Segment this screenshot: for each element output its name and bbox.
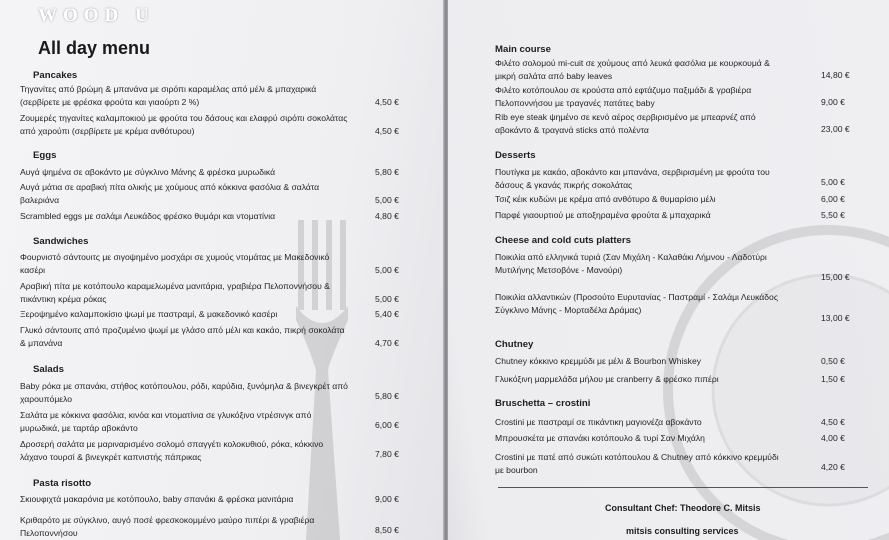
- item-price: 14,80 €: [821, 70, 850, 80]
- item-name: Τσιζ κέικ κυδώνι με κρέμα από ανθότυρο & θυμαρίσιο μέλι: [495, 194, 716, 204]
- item-name: Κριθαρότο με σύγκλινο, αυγό ποσέ φρεσκοκομμένο μαύρο πιπέρι & γραβιέρα Πελοποννήσου: [20, 515, 315, 538]
- menu-item: [20, 112, 399, 137]
- item-price: 6,00 €: [375, 420, 399, 430]
- item-name: Αραβική πίτα με κοτόπουλο καραμελωμένα μανιτάρια, γραβιέρα Πελοποννήσου & πικάντικη κρέμα ρόκας: [20, 281, 330, 304]
- item-name: Chutney κόκκινο κρεμμύδι με μέλι & Bourbon Whiskey: [495, 356, 702, 366]
- item-price: 4,50 €: [375, 97, 399, 107]
- item-name: Crostini με πατέ από συκώτι κοτόπουλου & Chutney από κόκκινο κρεμμύδι με bourbon: [495, 452, 779, 475]
- menu-item: [495, 373, 845, 386]
- item-price: 5,80 €: [375, 167, 399, 177]
- section-heading-sandwiches: Sandwiches: [33, 236, 89, 247]
- item-price: 7,80 €: [375, 449, 399, 459]
- menu-item: [20, 280, 399, 305]
- consulting-company-credit: mitsis consulting services: [626, 526, 739, 536]
- section-heading-cheese-cold-cuts: Cheese and cold cuts platters: [495, 235, 631, 246]
- item-price: 9,00 €: [821, 97, 845, 107]
- section-heading-chutney: Chutney: [495, 339, 534, 350]
- item-price: 1,50 €: [821, 374, 845, 384]
- section-heading-desserts: Desserts: [495, 150, 536, 161]
- menu-item: [20, 438, 399, 463]
- item-price: 5,00 €: [821, 177, 845, 187]
- item-price: 4,20 €: [821, 462, 845, 472]
- menu-item: [20, 166, 399, 179]
- item-price: 9,00 €: [375, 494, 399, 504]
- item-name: Φουρνιστό σάντουιτς με σιγοψημένο μοσχάρι σε χυμούς ντομάτας με Μακεδονικό κασέρι: [20, 252, 330, 275]
- item-name: Αυγά ψημένα σε αβοκάντο με σύγκλινο Μάνης & φρέσκα μυρωδικά: [20, 167, 276, 177]
- footer-divider: [498, 487, 868, 488]
- section-heading-main-course: Main course: [495, 44, 551, 55]
- menu-item: [20, 514, 399, 539]
- menu-item: [495, 111, 850, 136]
- section-heading-eggs: Eggs: [33, 150, 57, 161]
- item-name: Rib eye steak ψημένο σε κενό αέρος σερβιρισμένο με μπεαρνέζ από αβοκάντο & τραγανά sticks από πολέντα: [495, 112, 756, 135]
- section-heading-pancakes: Pancakes: [33, 70, 78, 81]
- item-name: Παρφέ γιαουρτιού με αποξηραμένα φρούτα & μπαχαρικά: [495, 210, 711, 220]
- item-price: 15,00 €: [821, 272, 850, 282]
- item-name: Μπρουσκέτα με σπανάκι κοτόπουλο & τυρί Σαν Μιχάλη: [495, 433, 705, 443]
- item-price: 4,80 €: [375, 211, 399, 221]
- menu-item: [495, 251, 850, 282]
- item-price: 5,80 €: [375, 391, 399, 401]
- item-price: 4,00 €: [821, 433, 845, 443]
- menu-item: [495, 416, 845, 429]
- menu-item: [20, 380, 399, 405]
- item-price: 4,50 €: [821, 417, 845, 427]
- item-price: 5,40 €: [375, 309, 399, 319]
- page-title: All day menu: [38, 38, 151, 58]
- menu-item: [495, 355, 845, 368]
- menu-item: [495, 166, 845, 191]
- menu-item: [495, 84, 845, 109]
- section-heading-bruschetta: Bruschetta – crostini: [495, 398, 591, 409]
- menu-item: [495, 193, 845, 206]
- menu-item: [20, 493, 399, 506]
- consultant-chef-credit: Consultant Chef: Theodore C. Mitsis: [605, 503, 761, 513]
- item-name: Crostini με παστραμί σε πικάντικη μαγιονέζα αβοκάντο: [495, 417, 702, 427]
- item-price: 6,00 €: [821, 194, 845, 204]
- menu-item: [495, 432, 845, 445]
- item-price: 5,00 €: [375, 195, 399, 205]
- item-price: 5,00 €: [375, 294, 399, 304]
- item-name: Ποικιλία από ελληνικά τυριά (Σαν Μιχάλη - Καλαθάκι Λήμνου - Λαδοτύρι Μυτιλήνης Μετσοβόνε - Μανούρι): [495, 252, 767, 275]
- menu-item: [495, 291, 850, 323]
- menu-item: [20, 409, 399, 434]
- right-menu-page: [448, 0, 889, 540]
- item-name: Αυγά μάτια σε αραβική πίτα ολικής με χούμους από κόκκινα φασόλια & σαλάτα βαλεριάνα: [20, 182, 320, 205]
- item-name: Γλυκό σάντουιτς από προζυμένιο ψωμί με γλάσο από μέλι και κακάο, πικρή σοκολάτα & μπανάνα: [20, 325, 345, 348]
- item-price: 5,00 €: [375, 265, 399, 275]
- item-name: Scrambled eggs με σαλάμι Λευκάδος φρέσκο θυμάρι και ντοματίνια: [20, 211, 276, 221]
- menu-item: [20, 251, 399, 276]
- menu-item: [20, 83, 399, 108]
- menu-item: [20, 324, 399, 349]
- item-name: Πουτίγκα με κακάο, αβοκάντο και μπανάνα, σερβιρισμένη με φρούτα του δάσους & γκανάς πικρής σοκολάτας: [495, 167, 770, 190]
- menu-item: [495, 451, 845, 476]
- item-price: 4,50 €: [375, 126, 399, 136]
- item-name: Ξεροψημένο καλαμποκίσιο ψωμί με παστραμί, & μακεδονικό κασέρι: [20, 309, 278, 319]
- item-name: Ζουμερές τηγανίτες καλαμποκιού με φρούτα του δάσους και ελαφρύ σιρόπι σοκολάτας από χαρούπι (σερβίρετε με κρέμα ανθότυρου): [20, 113, 348, 136]
- item-name: Δροσερή σαλάτα με μαριναρισμένο σολομό σπαγγέτι κολοκυθιού, ρόκα, κόκκινο λάχανο τουρσί & βινεγκρέτ καπνιστής πάπρικας: [20, 439, 324, 462]
- item-price: 13,00 €: [821, 313, 850, 323]
- menu-item: [20, 181, 399, 206]
- menu-item: [495, 57, 850, 82]
- menu-item: [495, 209, 845, 222]
- left-menu-page: [0, 0, 444, 540]
- item-price: 0,50 €: [821, 356, 845, 366]
- brand-logo: WOOD U: [38, 5, 155, 26]
- item-name: Ποικιλία αλλαντικών (Προσούτο Ευρυτανίας - Παστραμί - Σαλάμι Λευκάδος Σύγκλινο Μάνης - Μορταδέλα Δράμας): [495, 292, 778, 315]
- item-name: Φιλέτο σολομού mi-cuit σε χούμους από λευκά φασόλια με κουρκουμά & μικρή σαλάτα από baby leaves: [495, 58, 770, 81]
- item-price: 23,00 €: [821, 124, 850, 134]
- item-price: 8,50 €: [375, 525, 399, 535]
- item-name: Baby ρόκα με σπανάκι, στήθος κοτόπουλου, ρόδι, καρύδια, ξυνόμηλα & βινεγκρέτ από χαρουπόμελο: [20, 381, 348, 404]
- item-name: Σκιουφιχτά μακαρόνια με κοτόπουλο, baby σπανάκι & φρέσκα μανιτάρια: [20, 494, 294, 504]
- section-heading-salads: Salads: [33, 364, 64, 375]
- item-price: 4,70 €: [375, 338, 399, 348]
- section-heading-pasta-risotto: Pasta risotto: [33, 478, 92, 489]
- menu-item: [20, 308, 399, 321]
- item-name: Σαλάτα με κόκκινα φασόλια, κινόα και ντοματίνια σε γλυκόξινο ντρέσινγκ από μυρωδικά, με ταρτάρ αβοκάντο: [20, 410, 312, 433]
- item-name: Τηγανίτες από βρώμη & μπανάνα με σιρόπι καραμέλας από μέλι & μπαχαρικά (σερβίρετε με φρέσκα φρούτα και γιαούρτι 2 %): [20, 84, 317, 107]
- item-price: 5,50 €: [821, 210, 845, 220]
- item-name: Γλυκόξινη μαρμελάδα μήλου με cranberry & φρέσκο πιπέρι: [495, 374, 719, 384]
- item-name: Φιλέτο κοτόπουλου σε κρούστα από εφτάζυμο παξιμάδι & γραβιέρα Πελοποννήσου με τραγανές πατάτες baby: [495, 85, 752, 108]
- menu-item: [20, 210, 399, 223]
